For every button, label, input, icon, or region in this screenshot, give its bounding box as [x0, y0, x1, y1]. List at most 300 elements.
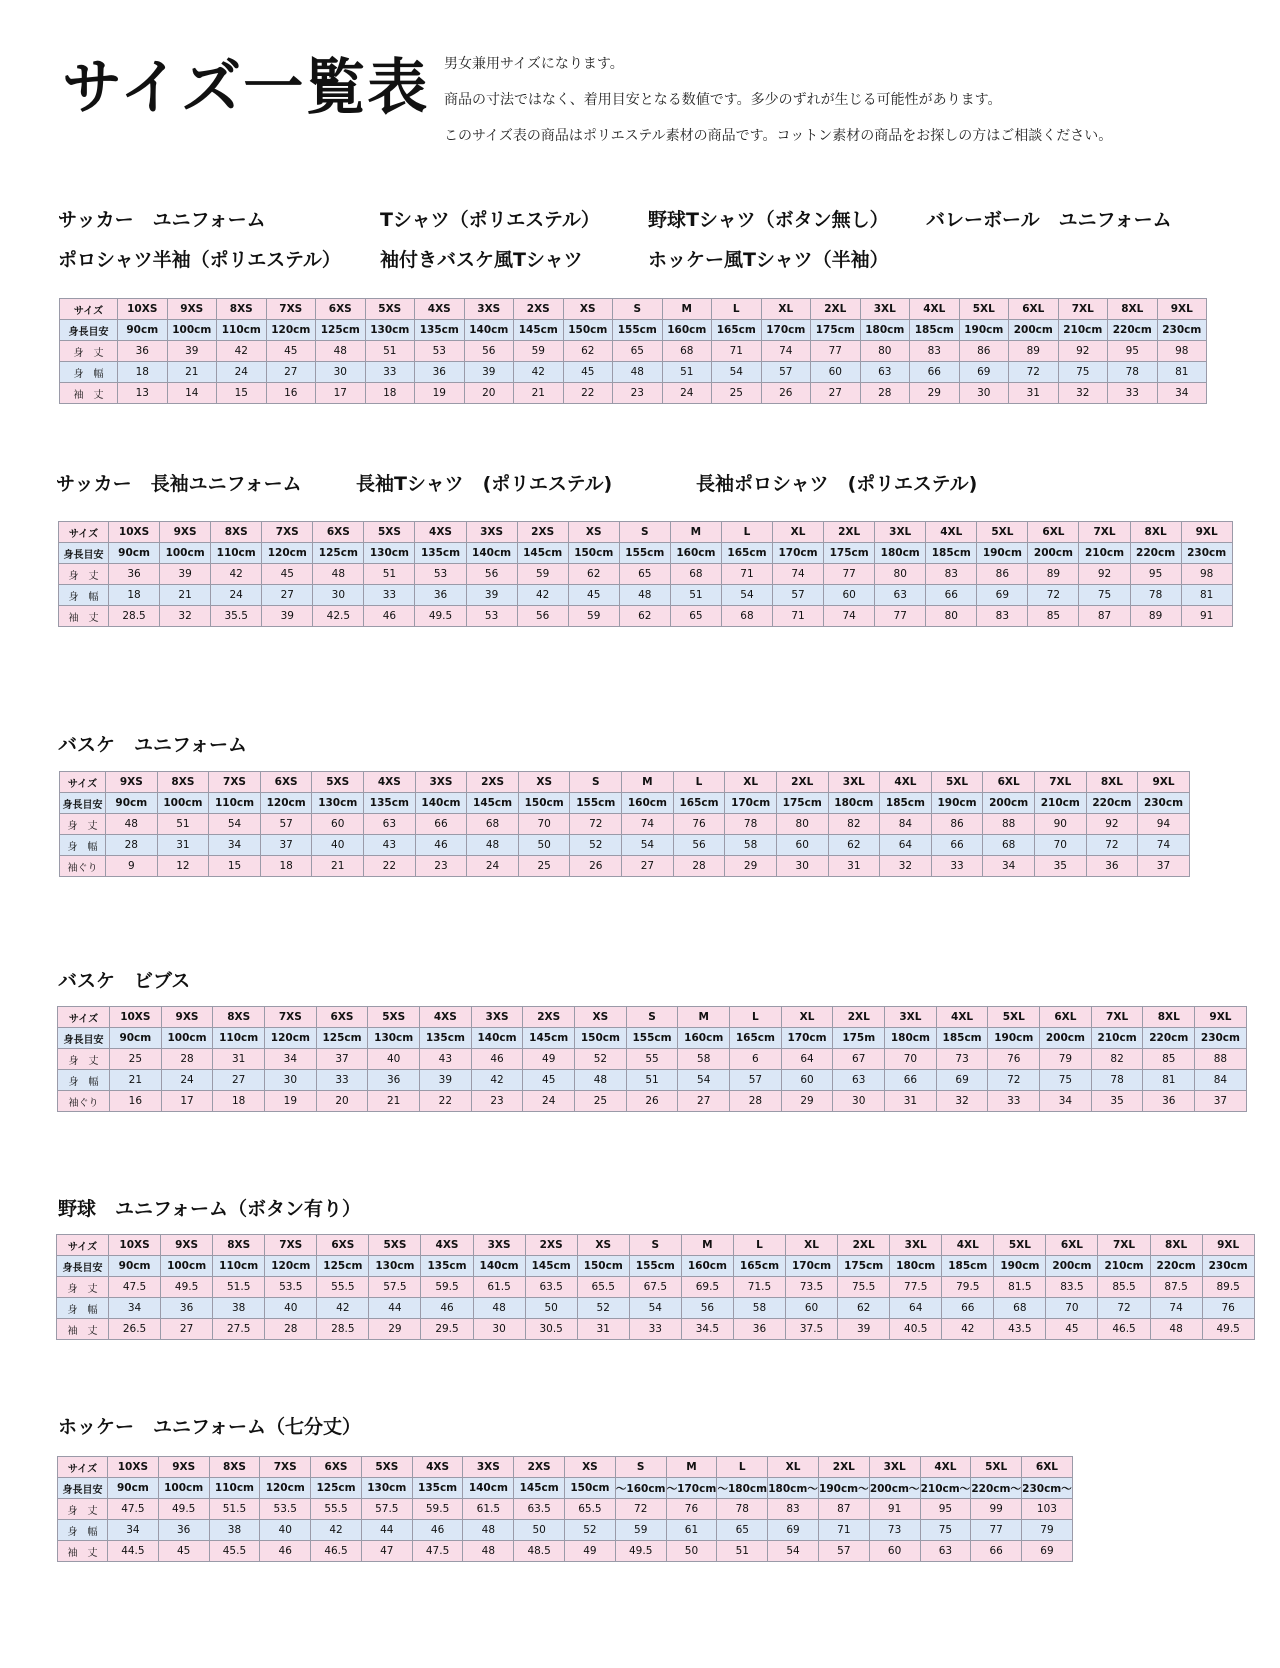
table-cell: 76	[1202, 1298, 1254, 1319]
table-cell: 190cm	[931, 793, 983, 814]
table-cell: 2XL	[811, 299, 861, 320]
table-cell: 48	[313, 564, 364, 585]
table-cell: 74	[761, 341, 811, 362]
table-cell: 75	[1040, 1070, 1092, 1091]
table-cell: 49.5	[615, 1541, 666, 1562]
table-cell: 78	[717, 1499, 768, 1520]
table-cell: 31	[1009, 383, 1059, 404]
table-cell: 29	[910, 383, 960, 404]
table-cell: 120cm	[265, 1256, 317, 1277]
table-cell: 9XL	[1138, 772, 1190, 793]
table-cell: 58	[733, 1298, 785, 1319]
table-cell: 83	[977, 606, 1028, 627]
table-cell: 3XL	[828, 772, 880, 793]
table-cell: 61	[666, 1520, 717, 1541]
table-cell: 63	[860, 362, 910, 383]
table-cell: 28	[730, 1091, 782, 1112]
table-cell: S	[629, 1235, 681, 1256]
table-cell: 26	[626, 1091, 678, 1112]
size-table-block	[57, 1456, 1073, 1562]
section-headings	[58, 725, 247, 765]
table-cell: XL	[725, 772, 777, 793]
table-row	[59, 606, 1233, 627]
table-cell: 185cm	[910, 320, 960, 341]
table-cell: 50	[666, 1541, 717, 1562]
table-cell: 49.5	[1202, 1319, 1254, 1340]
table-cell: 18	[118, 362, 168, 383]
size-table-block	[56, 1234, 1255, 1340]
table-cell: 9	[106, 856, 158, 877]
table-cell: 60	[786, 1298, 838, 1319]
table-cell: 65.5	[577, 1277, 629, 1298]
table-cell: 135cm	[421, 1256, 473, 1277]
table-cell: 39	[838, 1319, 890, 1340]
table-cell: 60	[781, 1070, 833, 1091]
table-cell: 4XS	[415, 299, 465, 320]
table-cell: 28.5	[317, 1319, 369, 1340]
table-cell: 56	[464, 341, 514, 362]
table-cell: 3XL	[869, 1457, 920, 1478]
table-cell: 36	[161, 1298, 213, 1319]
table-cell: 53.5	[260, 1499, 311, 1520]
table-cell: 51	[670, 585, 721, 606]
table-cell: 50	[525, 1298, 577, 1319]
table-cell: 165cm	[730, 1028, 782, 1049]
table-cell: 44	[369, 1298, 421, 1319]
section-heading: ホッケー風Tシャツ（半袖）	[648, 249, 889, 271]
table-cell: 74	[1150, 1298, 1202, 1319]
table-row	[58, 1070, 1247, 1091]
table-cell: 100cm	[161, 1028, 213, 1049]
table-cell: 170cm	[786, 1256, 838, 1277]
table-cell: 36	[1086, 856, 1138, 877]
table-cell: 83	[926, 564, 977, 585]
table-cell: 21	[167, 362, 217, 383]
table-cell: 8XL	[1130, 522, 1181, 543]
table-cell: 69	[1022, 1541, 1073, 1562]
table-cell: 72	[570, 814, 622, 835]
table-cell: 125cm	[316, 1028, 368, 1049]
table-cell: 51	[626, 1070, 678, 1091]
table-cell: 210cm	[1034, 793, 1086, 814]
table-cell: 125cm	[317, 1256, 369, 1277]
table-cell: 70	[885, 1049, 937, 1070]
table-cell: 210cm	[1058, 320, 1108, 341]
table-cell: 78	[1091, 1070, 1143, 1091]
table-cell: 2XS	[525, 1235, 577, 1256]
table-cell: 77	[811, 341, 861, 362]
table-cell: 62	[828, 835, 880, 856]
table-cell: 45	[262, 564, 313, 585]
section-headings	[58, 961, 190, 1001]
table-cell: 69	[936, 1070, 988, 1091]
table-cell: 175cm	[811, 320, 861, 341]
table-cell: 155cm	[629, 1256, 681, 1277]
table-cell: 8XL	[1150, 1235, 1202, 1256]
table-cell: 170cm	[725, 793, 777, 814]
table-cell: L	[712, 299, 762, 320]
table-cell: 62	[568, 564, 619, 585]
section-headings	[58, 200, 1172, 280]
table-cell: 210cm	[1098, 1256, 1150, 1277]
table-cell: 4XS	[364, 772, 416, 793]
table-cell: 5XS	[368, 1007, 420, 1028]
table-cell: 135cm	[420, 1028, 472, 1049]
table-cell: 5XL	[977, 522, 1028, 543]
row-label: 袖ぐり	[60, 856, 106, 877]
table-cell: 30	[316, 362, 366, 383]
table-cell: 2XS	[523, 1007, 575, 1028]
table-cell: 77.5	[890, 1277, 942, 1298]
page-title: サイズ一覧表	[62, 53, 430, 123]
table-cell: 85	[1143, 1049, 1195, 1070]
table-cell: 24	[523, 1091, 575, 1112]
table-cell: 68	[721, 606, 772, 627]
table-cell: 160cm	[662, 320, 712, 341]
table-cell: 40	[312, 835, 364, 856]
table-cell: 88	[1195, 1049, 1247, 1070]
table-cell: 110cm	[211, 543, 262, 564]
table-cell: 120cm	[260, 1478, 311, 1499]
size-table	[59, 298, 1207, 404]
table-cell: 140cm	[463, 1478, 514, 1499]
heading-line	[58, 240, 1172, 280]
table-cell: 125cm	[316, 320, 366, 341]
table-cell: 63.5	[514, 1499, 565, 1520]
table-cell: 140cm	[471, 1028, 523, 1049]
table-cell: 39	[420, 1070, 472, 1091]
table-cell: 92	[1058, 341, 1108, 362]
table-cell: 48.5	[514, 1541, 565, 1562]
table-cell: 42	[471, 1070, 523, 1091]
table-cell: 40	[260, 1520, 311, 1541]
table-cell: 25	[110, 1049, 162, 1070]
row-label: 身 幅	[59, 585, 109, 606]
table-cell: 180cm～	[768, 1478, 819, 1499]
table-cell: 6XS	[316, 299, 366, 320]
table-cell: 58	[725, 835, 777, 856]
table-cell: 7XS	[260, 1457, 311, 1478]
table-row	[58, 1049, 1247, 1070]
heading-line	[58, 200, 1172, 240]
table-cell: 220cm	[1150, 1256, 1202, 1277]
table-cell: 220cm	[1086, 793, 1138, 814]
table-cell: 31	[828, 856, 880, 877]
table-cell: 70	[1046, 1298, 1098, 1319]
table-cell: 28.5	[109, 606, 160, 627]
table-cell: 73	[936, 1049, 988, 1070]
table-cell: 40	[265, 1298, 317, 1319]
table-cell: 27	[678, 1091, 730, 1112]
table-cell: 130cm	[361, 1478, 412, 1499]
table-cell: 47.5	[109, 1277, 161, 1298]
row-label: 身 幅	[60, 362, 118, 383]
table-cell: 51.5	[209, 1499, 260, 1520]
row-label: 身 幅	[58, 1070, 110, 1091]
table-cell: 6XL	[1028, 522, 1079, 543]
table-cell: M	[622, 772, 674, 793]
table-cell: 95	[920, 1499, 971, 1520]
table-cell: 4XL	[910, 299, 960, 320]
row-label: 袖 丈	[59, 606, 109, 627]
table-cell: 24	[467, 856, 519, 877]
table-cell: 62	[619, 606, 670, 627]
table-cell: 200cm～	[869, 1478, 920, 1499]
table-cell: 21	[110, 1070, 162, 1091]
table-cell: XS	[563, 299, 613, 320]
table-cell: 56	[673, 835, 725, 856]
table-cell: 36	[118, 341, 168, 362]
table-cell: L	[733, 1235, 785, 1256]
table-row	[58, 1091, 1247, 1112]
table-cell: 130cm	[365, 320, 415, 341]
table-cell: 24	[161, 1070, 213, 1091]
table-cell: 83	[910, 341, 960, 362]
table-cell: 230cm	[1181, 543, 1232, 564]
table-cell: 2XS	[517, 522, 568, 543]
table-cell: 91	[1181, 606, 1232, 627]
row-label: 袖 丈	[60, 383, 118, 404]
table-cell: 43.5	[994, 1319, 1046, 1340]
table-cell: 7XS	[209, 772, 261, 793]
table-cell: 90cm	[109, 543, 160, 564]
table-cell: 33	[988, 1091, 1040, 1112]
table-cell: 130cm	[368, 1028, 420, 1049]
size-table-block	[59, 771, 1190, 877]
row-label: 身 幅	[57, 1298, 109, 1319]
table-cell: 66	[971, 1541, 1022, 1562]
table-cell: 2XS	[514, 1457, 565, 1478]
table-cell: 38	[209, 1520, 260, 1541]
table-cell: 30	[833, 1091, 885, 1112]
table-cell: 155cm	[613, 320, 663, 341]
row-label: 身 丈	[60, 814, 106, 835]
table-cell: 22	[364, 856, 416, 877]
row-label: 身 丈	[58, 1499, 108, 1520]
table-cell: 19	[265, 1091, 317, 1112]
table-row	[60, 299, 1207, 320]
table-cell: 27.5	[213, 1319, 265, 1340]
row-label: サイズ	[58, 1007, 110, 1028]
table-cell: 57	[260, 814, 312, 835]
table-cell: 175cm	[776, 793, 828, 814]
table-cell: 7XL	[1079, 522, 1130, 543]
table-cell: 3XL	[890, 1235, 942, 1256]
table-cell: 76	[673, 814, 725, 835]
table-cell: 29.5	[421, 1319, 473, 1340]
table-row	[60, 814, 1190, 835]
table-cell: 22	[563, 383, 613, 404]
table-cell: 26.5	[109, 1319, 161, 1340]
table-cell: 230cm	[1195, 1028, 1247, 1049]
table-cell: XL	[786, 1235, 838, 1256]
table-cell: 34.5	[681, 1319, 733, 1340]
table-cell: L	[721, 522, 772, 543]
table-cell: 80	[776, 814, 828, 835]
table-cell: 66	[415, 814, 467, 835]
table-cell: 9XS	[167, 299, 217, 320]
table-cell: 190cm	[994, 1256, 1046, 1277]
table-cell: 2XL	[838, 1235, 890, 1256]
table-cell: 185cm	[942, 1256, 994, 1277]
table-cell: 200cm	[1040, 1028, 1092, 1049]
table-cell: 57.5	[369, 1277, 421, 1298]
table-cell: 60	[312, 814, 364, 835]
table-cell: 7XS	[262, 522, 313, 543]
table-cell: 28	[860, 383, 910, 404]
section-heading: バスケ ビブス	[58, 970, 191, 992]
table-cell: 52	[575, 1049, 627, 1070]
table-cell: 120cm	[265, 1028, 317, 1049]
table-cell: 84	[1195, 1070, 1247, 1091]
table-cell: 230cm	[1157, 320, 1207, 341]
table-cell: 21	[514, 383, 564, 404]
table-cell: 3XL	[860, 299, 910, 320]
table-cell: 54	[712, 362, 762, 383]
section-headings	[56, 464, 977, 504]
table-cell: 49.5	[415, 606, 466, 627]
table-cell: 125cm	[313, 543, 364, 564]
table-cell: 4XL	[880, 772, 932, 793]
table-cell: 3XL	[885, 1007, 937, 1028]
size-table-block	[57, 1006, 1247, 1112]
table-cell: 2XL	[824, 522, 875, 543]
table-cell: 110cm	[209, 1478, 260, 1499]
table-cell: 18	[213, 1091, 265, 1112]
table-cell: 36	[109, 564, 160, 585]
table-cell: 5XL	[931, 772, 983, 793]
table-cell: 23	[613, 383, 663, 404]
size-table	[56, 1234, 1255, 1340]
table-cell: 34	[108, 1520, 159, 1541]
table-cell: 15	[209, 856, 261, 877]
table-cell: 9XS	[106, 772, 158, 793]
table-cell: 57	[818, 1541, 869, 1562]
row-label: 身長目安	[60, 793, 106, 814]
table-cell: 200cm	[1009, 320, 1059, 341]
table-cell: 33	[629, 1319, 681, 1340]
table-cell: 77	[824, 564, 875, 585]
table-cell: 6XL	[1009, 299, 1059, 320]
table-cell: 48	[463, 1541, 514, 1562]
table-cell: 54	[622, 835, 674, 856]
table-cell: 29	[369, 1319, 421, 1340]
table-cell: 7XL	[1058, 299, 1108, 320]
table-cell: 6XS	[316, 1007, 368, 1028]
table-cell: 50	[514, 1520, 565, 1541]
table-row	[59, 522, 1233, 543]
table-cell: 48	[613, 362, 663, 383]
table-cell: 200cm	[1046, 1256, 1098, 1277]
table-cell: 43	[420, 1049, 472, 1070]
table-cell: 60	[776, 835, 828, 856]
row-label: サイズ	[60, 299, 118, 320]
table-cell: 140cm	[415, 793, 467, 814]
table-cell: 26	[570, 856, 622, 877]
table-cell: 68	[467, 814, 519, 835]
table-cell: 19	[415, 383, 465, 404]
table-row	[60, 383, 1207, 404]
table-cell: 37	[1195, 1091, 1247, 1112]
table-cell: 27	[213, 1070, 265, 1091]
table-row	[58, 1520, 1073, 1541]
table-cell: 8XS	[157, 772, 209, 793]
table-cell: 76	[666, 1499, 717, 1520]
table-cell: 63	[833, 1070, 885, 1091]
table-cell: 9XS	[161, 1235, 213, 1256]
table-cell: 220cm	[1130, 543, 1181, 564]
table-cell: 83.5	[1046, 1277, 1098, 1298]
table-cell: 190cm	[977, 543, 1028, 564]
table-cell: 130cm	[364, 543, 415, 564]
table-cell: 150cm	[563, 320, 613, 341]
table-cell: 160cm	[681, 1256, 733, 1277]
table-cell: 57	[773, 585, 824, 606]
table-cell: 75	[1058, 362, 1108, 383]
table-cell: 2XS	[514, 299, 564, 320]
table-cell: 37	[316, 1049, 368, 1070]
table-cell: 6XL	[1022, 1457, 1073, 1478]
table-cell: 70	[518, 814, 570, 835]
table-cell: 86	[977, 564, 1028, 585]
table-cell: 62	[563, 341, 613, 362]
table-cell: 100cm	[160, 543, 211, 564]
table-row	[58, 1499, 1073, 1520]
table-cell: 59	[517, 564, 568, 585]
table-cell: 37	[260, 835, 312, 856]
table-cell: 18	[260, 856, 312, 877]
table-cell: 75	[1079, 585, 1130, 606]
table-cell: M	[662, 299, 712, 320]
table-cell: 3XS	[464, 299, 514, 320]
table-cell: 42	[317, 1298, 369, 1319]
table-cell: 67	[833, 1049, 885, 1070]
table-cell: 170cm	[781, 1028, 833, 1049]
table-cell: 48	[106, 814, 158, 835]
table-cell: 9XS	[158, 1457, 209, 1478]
table-cell: 55	[626, 1049, 678, 1070]
table-cell: 36	[733, 1319, 785, 1340]
row-label: 身 丈	[60, 341, 118, 362]
table-cell: 10XS	[108, 1457, 159, 1478]
table-cell: 230cm	[1138, 793, 1190, 814]
table-cell: 2XL	[833, 1007, 885, 1028]
table-cell: 86	[931, 814, 983, 835]
table-cell: 80	[860, 341, 910, 362]
table-cell: 72	[1086, 835, 1138, 856]
table-cell: 21	[160, 585, 211, 606]
table-cell: 47.5	[412, 1541, 463, 1562]
table-cell: S	[626, 1007, 678, 1028]
section-heading: バスケ ユニフォーム	[58, 734, 248, 756]
table-cell: 200cm	[1028, 543, 1079, 564]
table-cell: 8XS	[209, 1457, 260, 1478]
table-cell: 7XS	[265, 1007, 317, 1028]
table-cell: 84	[880, 814, 932, 835]
table-cell: 31	[577, 1319, 629, 1340]
table-cell: 3XS	[471, 1007, 523, 1028]
table-cell: 145cm	[514, 1478, 565, 1499]
table-cell: 145cm	[514, 320, 564, 341]
table-cell: 45	[523, 1070, 575, 1091]
table-cell: 33	[364, 585, 415, 606]
table-cell: 5XL	[994, 1235, 1046, 1256]
table-row	[57, 1256, 1255, 1277]
table-row	[59, 543, 1233, 564]
table-cell: 27	[262, 585, 313, 606]
heading-line	[56, 464, 977, 504]
row-label: 身長目安	[59, 543, 109, 564]
